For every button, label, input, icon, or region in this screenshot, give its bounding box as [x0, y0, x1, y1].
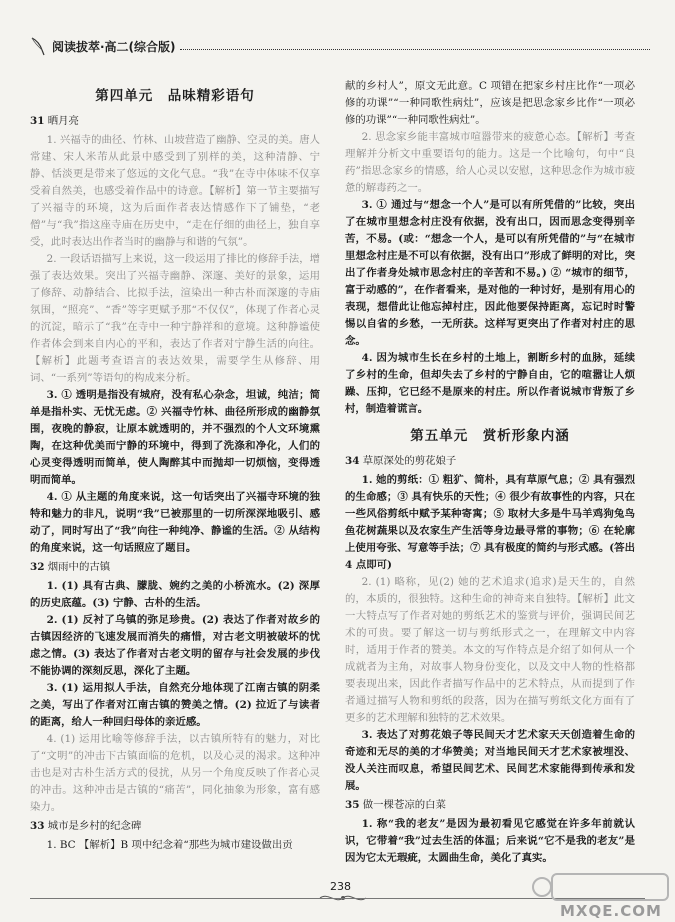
section-title: 晒月亮	[47, 115, 79, 127]
header-dotted-rule	[180, 43, 650, 50]
section-number: 32	[30, 561, 45, 573]
answer-paragraph: 2. (1) 反衬了乌镇的弥足珍贵。(2) 表达了作者对故乡的古镇因经济的飞速发展而消失的痛惜，对古老文明被破坏的忧虑之情。(3) 表达了作者对古老文明的留存与社会发展的步伐不能协调的深刻反思，深化了主题。	[30, 614, 320, 677]
answer-paragraph: 4. 因为城市生长在乡村的土地上，割断乡村的血脉，延续了乡村的生命，但却失去了乡村的宁静自由，它的喧嚣让人烦躁、压抑，它已经不是原来的村庄。所以作者说城市背叛了乡村，制造着谎言。	[345, 352, 635, 415]
section-heading	[30, 113, 320, 130]
page-header	[30, 36, 650, 56]
book-title: 阅读拔萃·高二(综合版)	[52, 39, 176, 54]
section-number: 34	[345, 455, 360, 467]
answer-paragraph: 1. 她的剪纸：① 粗犷、简朴，具有草原气息；② 具有强烈的生命感；③ 具有快乐的天性；④ 很少有故事性的内容，只在一些风俗剪纸中赋予某种寄寓；⑤ 取材大多是牛马羊鸡狗兔鸟鱼花树蔬果以及农家生产生活等身边最寻常的事物；⑥ 在轮廓上使用夸张、写意等手法；⑦ 具有极度的简约与形式感。(答出 4 点即可)	[345, 474, 635, 571]
quill-pen-icon	[30, 36, 46, 56]
answer-paragraph: 1. 兴福寺的曲径、竹林、山坡营造了幽静、空灵的美。唐人常建、宋人米芾从此景中感受到了别样的美，这种清静、宁静、恬淡更是带来了悠远的文化气息。“我”在寺中体味不仅享受着自然美，也感受着作品中的诗意。【解析】第一节主要描写了兴福寺的环境，这为后面作者表达情感作下了铺垫，“老僧”与“我”指这座寺庙在历史中，“走在仔细的曲径上，独自享受，此时表达出作者当时的幽静与和谐的气氛”。	[30, 134, 320, 248]
watermark-text: MXQE.COM	[560, 902, 662, 920]
left-column	[30, 78, 320, 854]
answer-paragraph: 4. ① 从主题的角度来说，这一句话突出了兴福寺环境的独特和魅力的非凡，说明“我”已被那里的一切所深深地吸引、感动了，同时写出了“我”向往一种纯净、静谧的生活。② 从结构的角度来说，这一句话照应了题目。	[30, 491, 320, 554]
section-heading	[345, 453, 635, 470]
answer-paragraph: 2. 思念家乡能丰富城市喧嚣带来的疲惫心态。【解析】考查理解并分析文中重要语句的能力。这是一个比喻句，句中“良药”指思念家乡的情感，给人心灵以安慰，这种思念作为城市疲惫的解毒药之一。	[345, 131, 635, 194]
answer-paragraph: 4. (1) 运用比喻等修辞手法，以古镇所特有的魅力，对比了“文明”的冲击下古镇面临的危机，以及心灵的渴求。这种冲击也是对古朴生活方式的侵扰，从另一个角度反映了作者心灵的冲击。这种冲击是古镇的“痛苦”，同化抽象为形象，富有感染力。	[30, 733, 320, 813]
section-title: 烟雨中的古镇	[47, 561, 111, 573]
answer-paragraph: 1. 称“我的老友”是因为最初看见它感觉在许多年前就认识，它带着“我”过去生活的体温；后来说“它不是我的老友”是因为它太无瑕疵，太圆曲生命，美化了真实。	[345, 818, 635, 864]
section-title: 草原深处的剪花娘子	[362, 455, 457, 467]
right-column	[345, 78, 635, 867]
unit-title: 第四单元 品味精彩语句	[95, 88, 255, 104]
section-number: 31	[30, 115, 45, 127]
section-heading	[30, 559, 320, 576]
answer-paragraph: 2. 一段话语描写上来说，这一段运用了排比的修辞手法，增强了表达效果。突出了兴福寺幽静、深邃、美好的景象，运用了修辞、动静结合、比拟手法，渲染出一种古朴而深邃的寺庙氛围，“照亮”、“香”等字更赋予那“不仅仅”，体现了作者心灵的沉淀，暗示了“我”在寺中一种宁静祥和的意境。这种静谧使作者体会到来自内心的平和，表达了作者对宁静生活的向往。【解析】此题考查语言的表达效果，需要学生从修辞、用词、“一系列”等语句的构成来分析。	[30, 253, 320, 384]
answer-paragraph: 1. (1) 具有古典、朦胧、婉约之美的小桥流水。(2) 深厚的历史底蕴。(3) 宁静、古朴的生活。	[30, 580, 320, 609]
page-number: 238	[330, 880, 351, 893]
answer-paragraph: 2. (1) 略称，见(2) 她的艺术追求(追求)是天生的，自然的，本质的，很独特。这种生命的神奇来自独特。【解析】此文一大特点写了作者对她的剪纸艺术的鉴赏与评价，强调民间艺术的可贵。要了解这一切与剪纸形式之一，在理解文中内容时，适用于作者的赞美。本文的写作特点是介绍了如何从一个成就者为主角，对故事人物身份变化，以及文中人物的性格都要表现出来，因此作者描写作品中的艺术特点，从而提到了作者通过描写人物和剪纸的段落，因为在描写剪纸文化方面有了更多的艺术理解和独特的艺术效果。	[345, 576, 635, 724]
answer-paragraph: 3. ① 通过与“想念一个人”是可以有所凭借的”比较，突出了在城市里想念村庄没有依据，没有出口，因而思念变得别辛苦，不易。(或：“想念一个人，是可以有所凭借的”与“在城市里想念村庄是不可以有依据，没有出口”形成了鲜明的对比，突出了作者身处城市思念村庄的辛苦和不易。) ② “城市的细节，富于动感的”，在作者看来，是对他的一种讨好，是别有用心的表现，想借此让他忘掉村庄，因此他要保持距离，忘记时时警惕以自省的乡愁，一无所获。这样写更突出了作者对村庄的思念。	[345, 199, 635, 347]
section-title: 城市是乡村的纪念碑	[47, 820, 142, 832]
answer-paragraph: 3. ① 透明是指没有城府，没有私心杂念，坦诚，纯洁；简单是指朴实、无忧无虑。② 兴福寺竹林、曲径所形成的幽静氛围，夜晚的静寂，让原本就透明的，并不强烈的个人文环境熏陶，在这种优美而宁静的环境中，得到了洗涤和净化，人们的心灵变得透明而简单，使人陶醉其中而抛却一切烦恼，变得透明而简单。	[30, 389, 320, 486]
unit-title: 第五单元 赏析形象内涵	[410, 428, 570, 444]
section-number: 33	[30, 820, 45, 832]
answer-paragraph: 献的乡村人”，原文无此意。C 项错在把家乡村庄比作“一项必修的功课”“一种同歌性病灶”，应该是把思念家乡比作“一项必修的功课”“一种同歌性病灶”。	[345, 80, 635, 126]
answer-paragraph: 3. 表达了对剪花娘子等民间天才艺术家天天创造着生命的奇迹和无尽的美的才华赞美；对当地民间天才艺术家被埋没、没人关注而叹息，希望民间艺术、民间艺术家能得到传承和发展。	[345, 729, 635, 792]
section-heading	[345, 797, 635, 814]
section-heading	[30, 818, 320, 835]
section-number: 35	[345, 799, 360, 811]
section-title: 做一棵苍凉的白菜	[362, 799, 446, 811]
answer-paragraph: 1. BC 【解析】B 项中纪念着“那些为城市建设做出贡	[46, 839, 293, 851]
answer-paragraph: 3. (1) 运用拟人手法，自然充分地体现了江南古镇的阴柔之美，写出了作者对江南古镇的赞美之情。(2) 拉近了与读者的距离，给人一种回归母体的亲近感。	[30, 682, 320, 728]
